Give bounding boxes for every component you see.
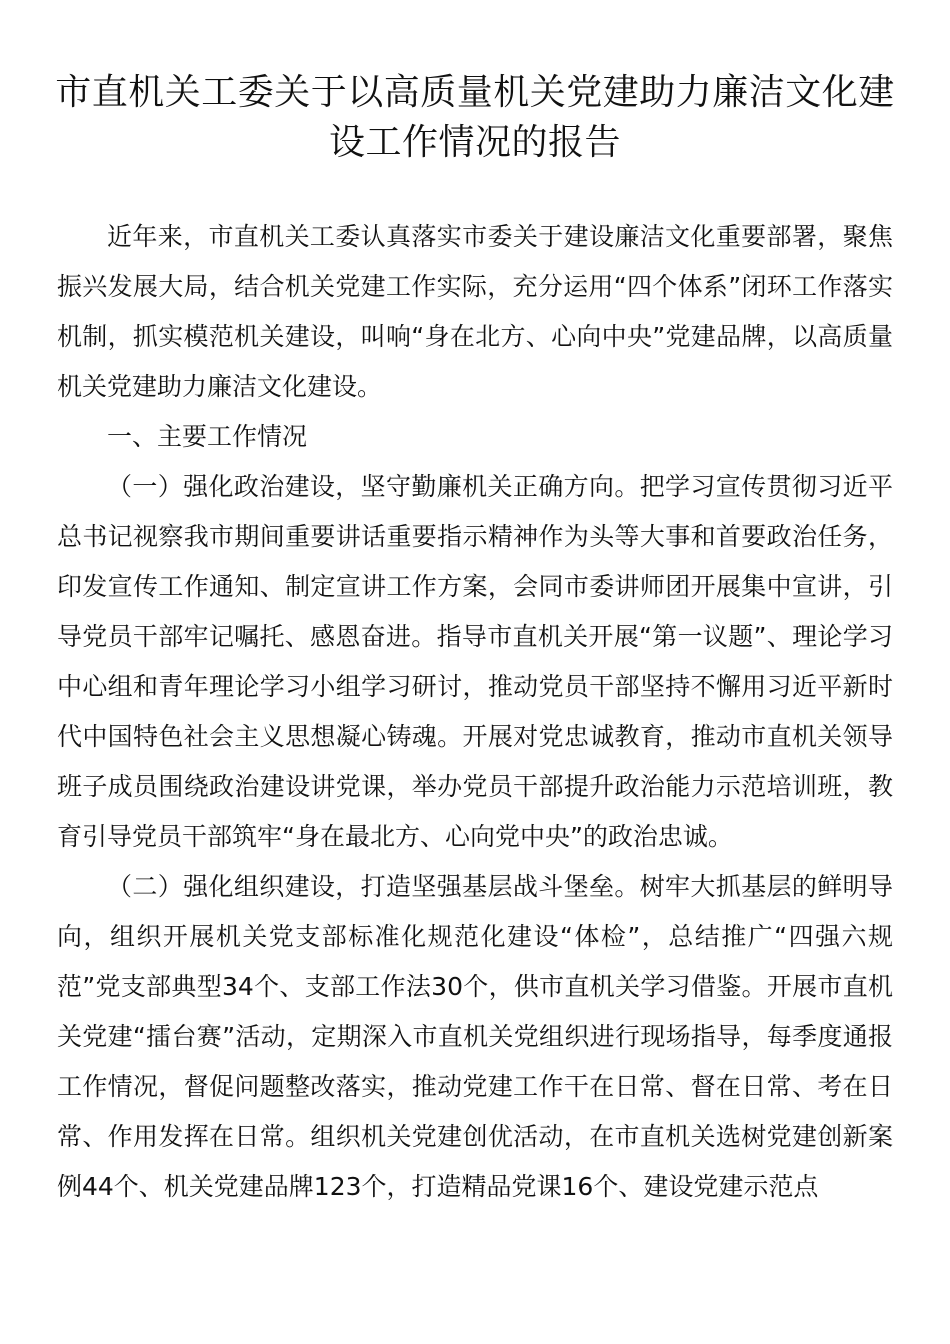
document-body [57, 212, 893, 1212]
paragraph-organizational-building: （二）强化组织建设，打造坚强基层战斗堡垒。树牢大抓基层的鲜明导向，组织开展机关党支部标准化规范化建设“体检”，总结推广“四强六规范”党支部典型34个、支部工作法30个，供市直机关学习借鉴。开展市直机关党建“擂台赛”活动，定期深入市直机关党组织进行现场指导，每季度通报工作情况，督促问题整改落实，推动党建工作干在日常、督在日常、考在日常、作用发挥在日常。组织机关党建创优活动，在市直机关选树党建创新案例44个、机关党建品牌123个，打造精品党课16个、建设党建示范点 [57, 872, 893, 1201]
document-title: 市直机关工委关于以高质量机关党建助力廉洁文化建设工作情况的报告 [55, 72, 895, 163]
paragraph-intro: 近年来，市直机关工委认真落实市委关于建设廉洁文化重要部署，聚焦振兴发展大局，结合机关党建工作实际，充分运用“四个体系”闭环工作落实机制，抓实模范机关建设，叫响“身在北方、心向中央”党建品牌，以高质量机关党建助力廉洁文化建设。 [57, 222, 893, 401]
section-heading-main-work: 一、主要工作情况 [107, 422, 308, 451]
paragraph-political-building: （一）强化政治建设，坚守勤廉机关正确方向。把学习宣传贯彻习近平总书记视察我市期间重要讲话重要指示精神作为头等大事和首要政治任务，印发宣传工作通知、制定宣讲工作方案，会同市委讲师团开展集中宣讲，引导党员干部牢记嘱托、感恩奋进。指导市直机关开展“第一议题”、理论学习中心组和青年理论学习小组学习研讨，推动党员干部坚持不懈用习近平新时代中国特色社会主义思想凝心铸魂。开展对党忠诚教育，推动市直机关领导班子成员围绕政治建设讲党课，举办党员干部提升政治能力示范培训班，教育引导党员干部筑牢“身在最北方、心向党中央”的政治忠诚。 [57, 472, 893, 851]
